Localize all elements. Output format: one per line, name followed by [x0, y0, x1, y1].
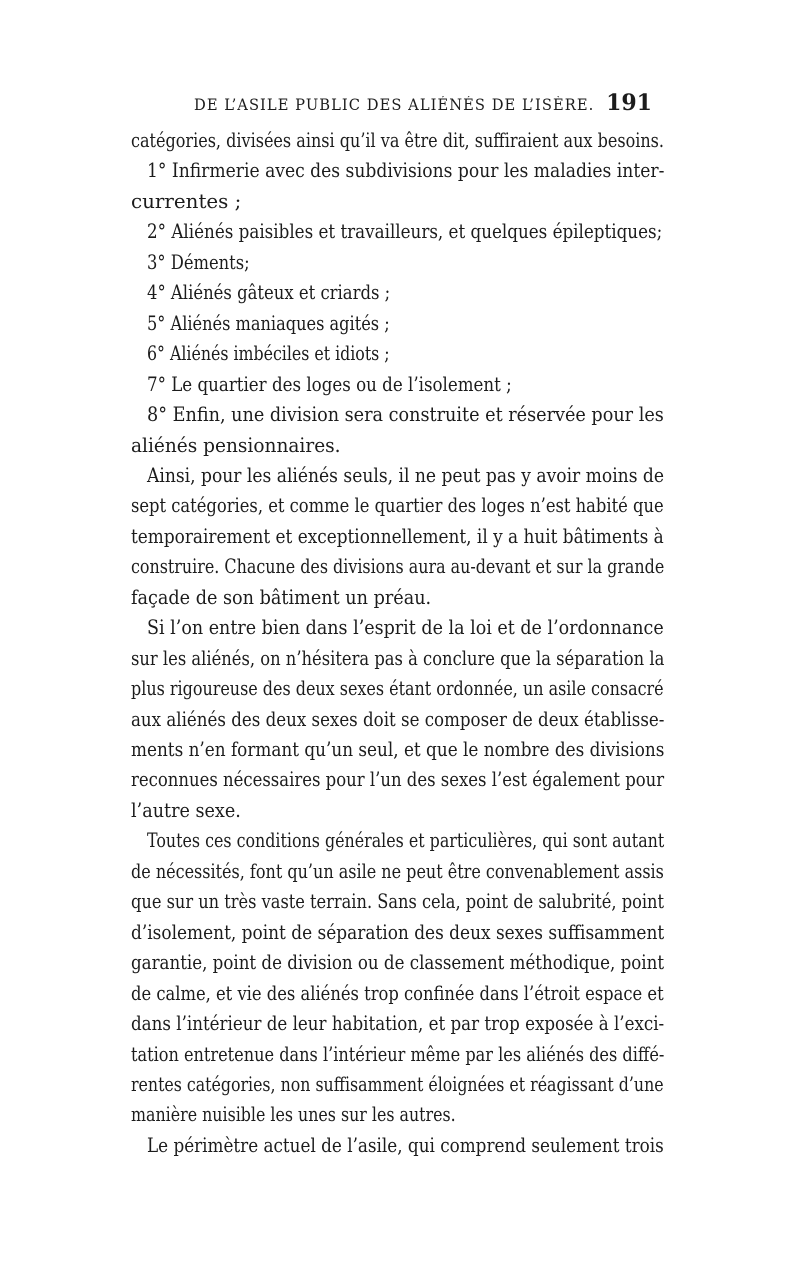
text-line: Toutes ces conditions générales et particulières, qui sont autant [147, 829, 665, 853]
text-line: 4° Aliénés gâteux et criards ; [147, 281, 391, 305]
text-line: de calme, et vie des aliénés trop confinée dans l’étroit espace et [131, 981, 664, 1005]
text-line: Le périmètre actuel de l’asile, qui comprend seulement trois [147, 1133, 664, 1157]
text-line: aux aliénés des deux sexes doit se composer de deux établisse- [131, 707, 665, 731]
text-line: 7° Le quartier des loges ou de l’isolement ; [147, 372, 512, 396]
text-line: d’isolement, point de séparation des deux sexes suffisamment [131, 920, 665, 944]
text-line: 2° Aliénés paisibles et travailleurs, et quelques épileptiques; [147, 220, 663, 244]
running-head [132, 90, 652, 120]
text-line: catégories, divisées ainsi qu’il va être dit, suffiraient aux besoins. [131, 129, 665, 152]
text-line: que sur un très vaste terrain. Sans cela, point de salubrité, point [131, 890, 664, 914]
text-line: aliénés pensionnaires. [131, 433, 341, 457]
text-line: l’autre sexe. [131, 798, 241, 822]
text-line: temporairement et exceptionnellement, il y a huit bâtiments à [131, 524, 664, 548]
text-line: façade de son bâtiment un préau. [131, 585, 432, 609]
text-line: tation entretenue dans l’intérieur même par les aliénés des diffé- [131, 1042, 665, 1066]
text-line: dans l’intérieur de leur habitation, et par trop exposée à l’exci- [131, 1012, 665, 1035]
text-line: 1° Infirmerie avec des subdivisions pour les maladies inter- [147, 159, 665, 183]
text-line: reconnues nécessaires pour l’un des sexes l’est également pour [131, 768, 665, 792]
text-line: 3° Déments; [147, 250, 250, 274]
text-line: garantie, point de division ou de classement méthodique, point [131, 951, 665, 975]
running-title: DE L’ASILE PUBLIC DES ALIÉNÉS DE L’ISÈRE. [194, 96, 595, 114]
text-line: 6° Aliénés imbéciles et idiots ; [147, 342, 390, 366]
text-line: sur les aliénés, on n’hésitera pas à conclure que la séparation la [131, 646, 665, 670]
text-line: sept catégories, et comme le quartier des loges n’est habité que [131, 494, 664, 518]
text-line: Ainsi, pour les aliénés seuls, il ne peut pas y avoir moins de [147, 463, 665, 487]
text-line: currentes ; [131, 189, 242, 213]
text-line: manière nuisible les unes sur les autres. [131, 1103, 456, 1127]
text-line: 8° Enfin, une division sera construite et réservée pour les [147, 403, 664, 427]
page-number: 191 [606, 90, 652, 116]
text-line: 5° Aliénés maniaques agités ; [147, 311, 390, 335]
text-line: de nécessités, font qu’un asile ne peut être convenablement assis [131, 859, 664, 883]
text-line: ments n’en formant qu’un seul, et que le nombre des divisions [131, 738, 665, 761]
text-line: construire. Chacune des divisions aura au-devant et sur la grande [131, 555, 665, 579]
text-line: rentes catégories, non suffisamment éloignées et réagissant d’une [131, 1072, 664, 1096]
text-line: Si l’on entre bien dans l’esprit de la loi et de l’ordonnance [147, 616, 664, 640]
text-line: plus rigoureuse des deux sexes étant ordonnée, un asile consacré [131, 677, 664, 701]
